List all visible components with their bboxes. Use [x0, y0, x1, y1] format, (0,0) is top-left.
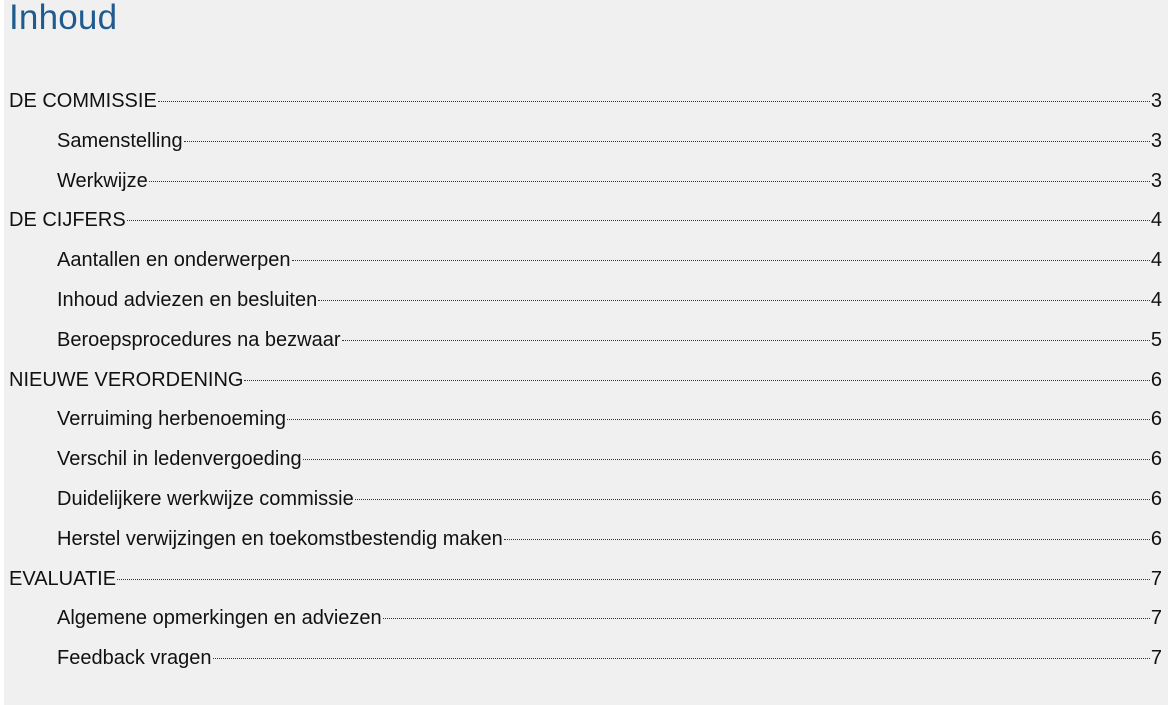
dot-leader — [149, 181, 1150, 182]
toc-entry-label: NIEUWE VERORDENING — [9, 368, 244, 391]
document-page — [4, 0, 1168, 705]
toc-entry-de-commissie[interactable] — [4, 82, 1162, 122]
dot-leader — [158, 101, 1150, 102]
dot-leader — [287, 419, 1150, 420]
toc-entry-label: Algemene opmerkingen en adviezen — [57, 607, 382, 630]
toc-page-number: 4 — [1150, 288, 1162, 311]
dot-leader — [292, 260, 1150, 261]
toc-page-number: 3 — [1150, 90, 1162, 112]
toc-entry-duidelijkere-werkwijze-commissie[interactable] — [4, 480, 1162, 520]
dot-leader — [184, 141, 1150, 142]
toc-page-number: 3 — [1150, 169, 1162, 192]
toc-page-number: 6 — [1150, 408, 1162, 431]
toc-page-number: 7 — [1150, 647, 1162, 670]
toc-entry-verruiming-herbenoeming[interactable] — [4, 400, 1162, 440]
toc-page-number: 6 — [1150, 448, 1162, 471]
toc-entry-de-cijfers[interactable] — [4, 201, 1162, 241]
dot-leader — [244, 380, 1149, 381]
toc-entry-samenstelling[interactable] — [4, 122, 1162, 162]
toc-page-number: 4 — [1150, 249, 1162, 272]
toc-entry-label: Verschil in ledenvergoeding — [57, 448, 302, 471]
toc-page-number: 6 — [1150, 527, 1162, 550]
toc-entry-label: Samenstelling — [57, 129, 183, 152]
toc-entry-evaluatie[interactable] — [4, 560, 1162, 600]
toc-entry-label: Feedback vragen — [57, 647, 212, 670]
toc-page-number: 7 — [1150, 567, 1162, 590]
toc-page-number: 4 — [1150, 209, 1162, 232]
toc-entry-beroepsprocedures-na-bezwaar[interactable] — [4, 321, 1162, 361]
toc-entry-werkwijze[interactable] — [4, 162, 1162, 202]
dot-leader — [213, 658, 1150, 659]
dot-leader — [355, 499, 1150, 500]
dot-leader — [342, 340, 1150, 341]
toc-entry-label: DE COMMISSIE — [9, 90, 157, 112]
dot-leader — [383, 618, 1150, 619]
toc-page-number: 6 — [1150, 487, 1162, 510]
toc-entry-label: Inhoud adviezen en besluiten — [57, 288, 318, 311]
toc-entry-label: Beroepsprocedures na bezwaar — [57, 328, 341, 351]
toc-entry-herstel-verwijzingen[interactable] — [4, 520, 1162, 560]
toc-title: Inhoud — [9, 0, 118, 37]
dot-leader — [127, 220, 1150, 221]
toc-entry-label: Aantallen en onderwerpen — [57, 249, 291, 272]
toc-entry-label: Werkwijze — [57, 169, 148, 192]
toc-entry-label: EVALUATIE — [9, 567, 117, 590]
toc-entry-verschil-in-ledenvergoeding[interactable] — [4, 440, 1162, 480]
dot-leader — [504, 539, 1150, 540]
toc-entry-feedback-vragen[interactable] — [4, 639, 1162, 679]
toc-page-number: 7 — [1150, 607, 1162, 630]
dot-leader — [318, 300, 1150, 301]
toc-entry-aantallen-en-onderwerpen[interactable] — [4, 241, 1162, 281]
toc-entry-inhoud-adviezen-en-besluiten[interactable] — [4, 281, 1162, 321]
table-of-contents — [4, 82, 1162, 679]
dot-leader — [117, 579, 1150, 580]
toc-page-number: 5 — [1150, 328, 1162, 351]
toc-page-number: 6 — [1150, 368, 1162, 391]
toc-entry-label: Verruiming herbenoeming — [57, 408, 287, 431]
toc-entry-label: Duidelijkere werkwijze commissie — [57, 487, 354, 510]
toc-entry-algemene-opmerkingen-en-adviezen[interactable] — [4, 599, 1162, 639]
toc-entry-nieuwe-verordening[interactable] — [4, 361, 1162, 401]
toc-entry-label: Herstel verwijzingen en toekomstbestendig maken — [57, 527, 503, 550]
toc-page-number: 3 — [1150, 129, 1162, 152]
dot-leader — [303, 459, 1150, 460]
toc-entry-label: DE CIJFERS — [9, 209, 126, 232]
